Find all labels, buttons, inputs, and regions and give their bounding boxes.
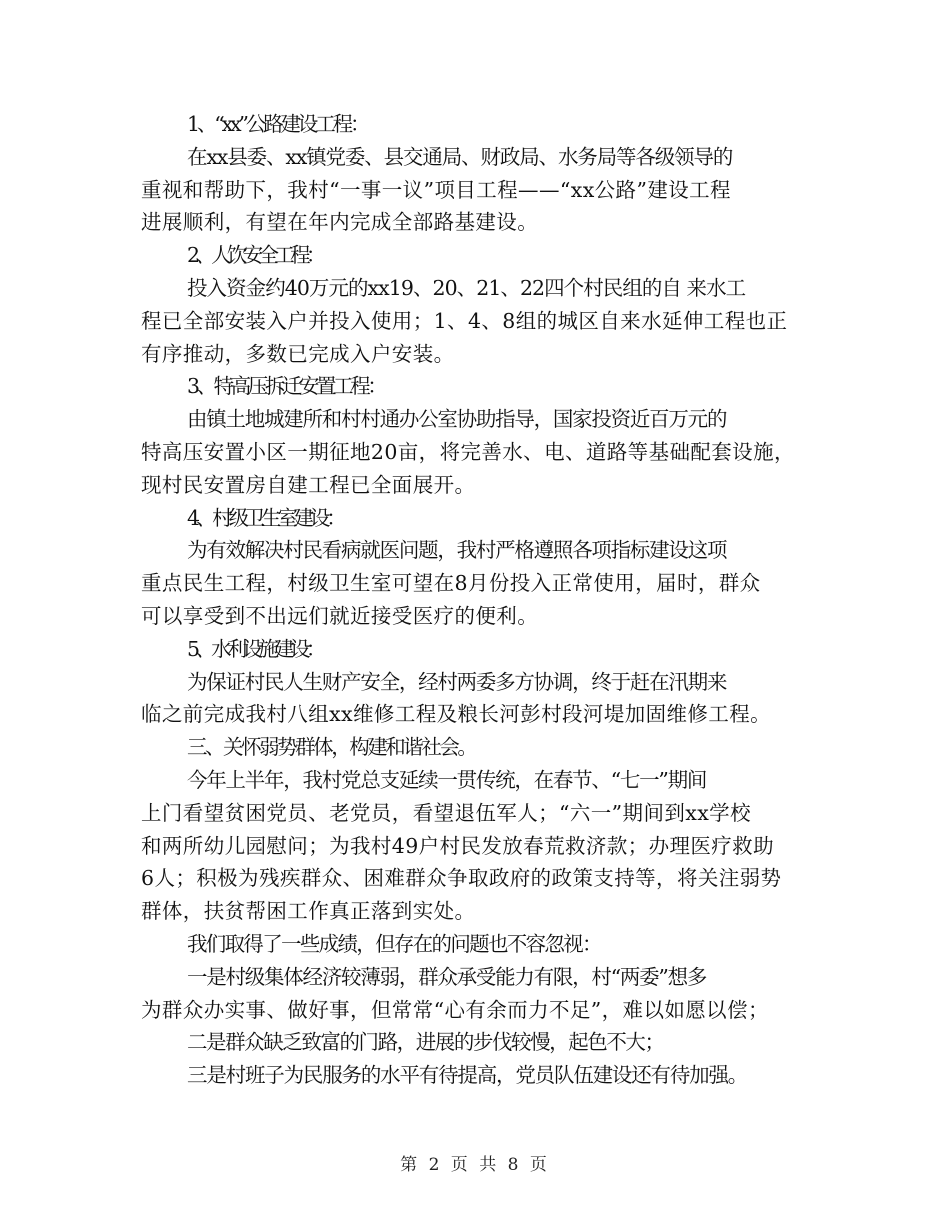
text-line: 二是群众缺乏致富的门路，进展的步伐较慢，起色不大； bbox=[187, 1030, 664, 1055]
text-line: 特高压安置小区一期征地20亩，将完善水、电、道路等基础配套设施， bbox=[141, 439, 795, 464]
text-line: 重点民生工程，村级卫生室可望在8月份投入正常使用，届时，群众 bbox=[141, 571, 761, 596]
text-line: 临之前完成我村八组xx维修工程及粮长河彭村段河堤加固维修工程。 bbox=[141, 702, 772, 727]
text-line: 5、水利设施建设： bbox=[187, 636, 322, 661]
text-line: 有序推动，多数已完成入户安装。 bbox=[141, 341, 455, 366]
text-line: 上门看望贫困党员、老党员，看望退伍军人；“六一”期间到xx学校 bbox=[141, 800, 751, 825]
text-line: 现村民安置房自建工程已全面展开。 bbox=[141, 472, 476, 497]
text-line: 程已全部安装入户并投入使用；1、4、8组的城区自来水延伸工程也正 bbox=[141, 308, 788, 333]
text-line: 三、关怀弱势群体，构建和谐社会。 bbox=[187, 735, 476, 760]
text-line: 4、村级卫生室建设： bbox=[187, 505, 343, 530]
text-line: 由镇土地城建所和村村通办公室协助指导，国家投资近百万元的 bbox=[187, 407, 727, 432]
text-line: 可以享受到不出远们就近接受医疗的便利。 bbox=[141, 603, 539, 628]
text-line: 三是村班子为民服务的水平有待提高，党员队伍建设还有待加强。 bbox=[187, 1063, 748, 1088]
text-line: 为有效解决村民看病就医问题，我村严格遵照各项指标建设这项 bbox=[187, 538, 727, 563]
text-line: 2、人饮安全工程： bbox=[187, 243, 322, 268]
text-line: 今年上半年，我村党总支延续一贯传统，在春节、“七一”期间 bbox=[187, 767, 707, 792]
document-body bbox=[141, 108, 811, 1092]
text-line: 在xx县委、xx镇党委、县交通局、财政局、水务局等各级领导的 bbox=[187, 144, 733, 169]
text-line: 6人；积极为残疾群众、困难群众争取政府的政策支持等，将关注弱势 bbox=[141, 866, 782, 891]
text-line: 为保证村民人生财产安全，经村两委多方协调，终于赶在汛期来 bbox=[187, 669, 727, 694]
text-line: 和两所幼儿园慰问；为我村49户村民发放春荒救济款；办理医疗救助 bbox=[141, 833, 774, 858]
text-line: 群体，扶贫帮困工作真正落到实处。 bbox=[141, 899, 476, 924]
text-line: 一是村级集体经济较薄弱，群众承受能力有限，村“两委”想多 bbox=[187, 964, 707, 989]
text-line: 投入资金约40万元的xx19、20、21、22四个村民组的自 来水工 bbox=[187, 275, 746, 300]
text-line: 进展顺利，有望在年内完成全部路基建设。 bbox=[141, 210, 539, 235]
text-line: 重视和帮助下，我村“一事一议”项目工程——“xx公路”建设工程 bbox=[141, 177, 731, 202]
text-line: 1、“xx”公路建设工程： bbox=[187, 112, 368, 136]
page-number-footer: 第 2 页 共 8 页 bbox=[400, 1155, 550, 1175]
text-line: 我们取得了一些成绩，但存在的问题也不容忽视： bbox=[187, 931, 601, 956]
text-line: 3、特高压拆迁安置工程： bbox=[187, 374, 385, 399]
text-line: 为群众办实事、做好事，但常常“心有余而力不足”，难以如愿以偿； bbox=[141, 997, 769, 1022]
